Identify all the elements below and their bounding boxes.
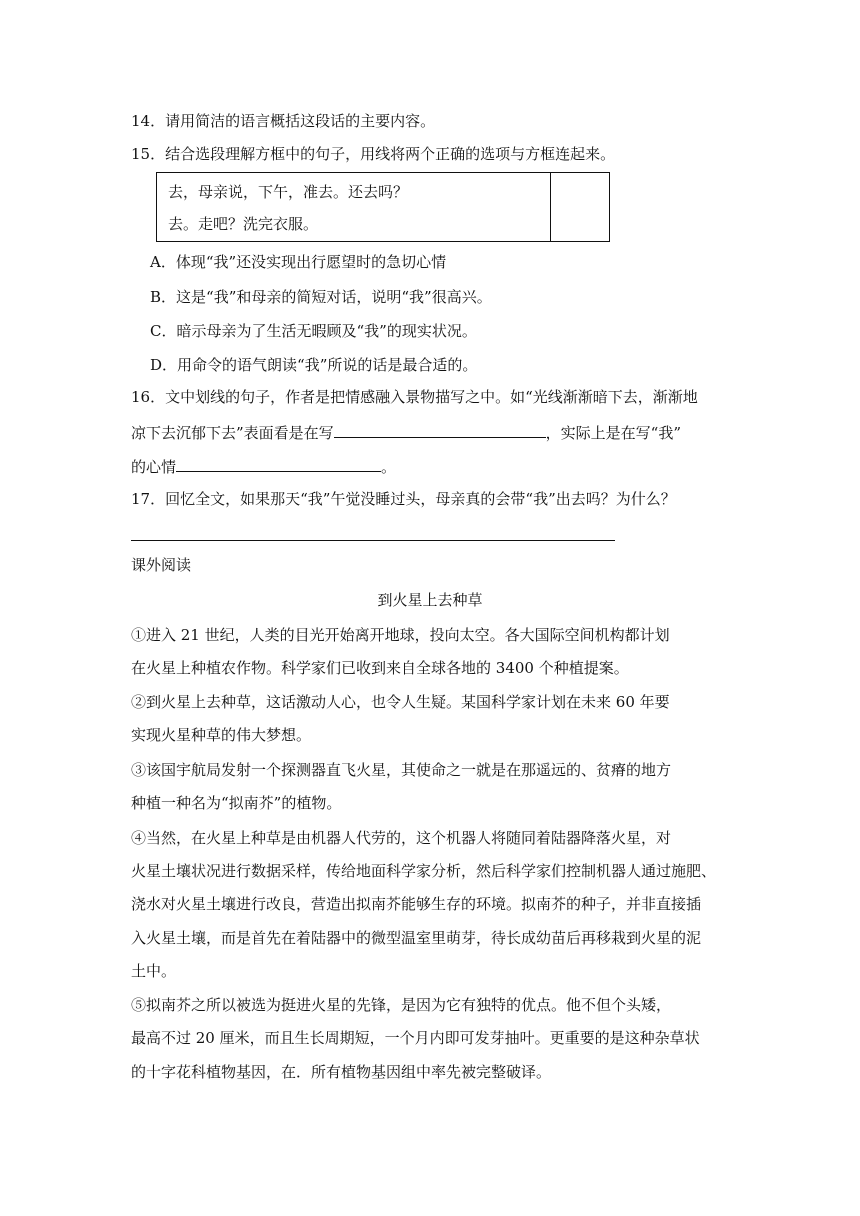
paragraph-2-line-1: ②到火星上去种草，这话激动人心，也令人生疑。某国科学家计划在未来 60 年要 [131,693,670,711]
quote-line-2: 去。走吧？洗完衣服。 [168,215,319,233]
question-16-text-d: 。 [381,458,397,476]
question-14: 14．请用简洁的语言概括这段话的主要内容。 [131,112,436,130]
paragraph-5-line-3: 的十字花科植物基因，在．所有植物基因组中率先被完整破译。 [131,1063,552,1081]
answer-blank-2[interactable] [176,455,381,472]
quote-line-1: 去，母亲说，下午，准去。还去吗？ [168,183,409,201]
article-title: 到火星上去种草 [377,591,483,609]
paragraph-1-line-2: 在火星上种植农作物。科学家们已收到来自全球各地的 3400 个种植提案。 [131,659,629,677]
option-b: B．这是“我”和母亲的简短对话，说明“我”很高兴。 [150,288,492,306]
paragraph-1-line-1: ①进入 21 世纪，人类的目光开始离开地球，投向太空。各大国际空间机构都计划 [131,626,670,644]
quote-box [156,172,610,242]
question-17: 17．回忆全文，如果那天“我”午觉没睡过头，母亲真的会带“我”出去吗？为什么？ [131,490,676,508]
option-d: D．用命令的语气朗读“我”所说的话是最合适的。 [150,356,478,374]
answer-line-17[interactable] [131,540,615,541]
option-c: C．暗示母亲为了生活无暇顾及“我”的现实状况。 [150,322,477,340]
paragraph-3-line-2: 种植一种名为“拟南芥”的植物。 [131,794,342,812]
paragraph-5-line-1: ⑤拟南芥之所以被选为挺进火星的先锋，是因为它有独特的优点。他不但个头矮， [131,996,672,1014]
question-16-line-2 [131,421,681,443]
section-label: 课外阅读 [131,556,192,574]
question-16-line-1: 16．文中划线的句子，作者是把情感融入景物描写之中。如“光线渐渐暗下去，渐渐地 [131,388,698,406]
paragraph-5-line-2: 最高不过 20 厘米，而且生长周期短，一个月内即可发芽抽叶。更重要的是这种杂草状 [131,1029,700,1047]
paragraph-4-line-1: ④当然，在火星上种草是由机器人代劳的，这个机器人将随同着陆器降落火星，对 [131,829,672,847]
question-16-line-3 [131,455,396,477]
box-divider [550,173,551,241]
question-16-text-b: ，实际上是在写“我” [545,424,682,442]
paragraph-4-line-4: 入火星土壤，而是首先在着陆器中的微型温室里萌芽，待长成幼苗后再移栽到火星的泥 [131,929,702,947]
question-16-text-c: 的心情 [131,458,177,476]
paragraph-4-line-5: 土中。 [131,962,177,980]
paragraph-2-line-2: 实现火星种草的伟大梦想。 [131,726,312,744]
paragraph-3-line-1: ③该国宇航局发射一个探测器直飞火星，其使命之一就是在那遥远的、贫瘠的地方 [131,761,672,779]
paragraph-4-line-2: 火星土壤状况进行数据采样，传给地面科学家分析，然后科学家们控制机器人通过施肥、 [131,862,717,880]
option-a: A．体现“我”还没实现出行愿望时的急切心情 [150,253,447,271]
paragraph-4-line-3: 浇水对火星土壤进行改良，营造出拟南芥能够生存的环境。拟南芥的种子，并非直接插 [131,895,702,913]
answer-blank-1[interactable] [334,421,546,438]
question-15: 15．结合选段理解方框中的句子，用线将两个正确的选项与方框连起来。 [131,145,616,163]
question-16-text-a: 凉下去沉郁下去”表面看是在写 [131,424,334,442]
